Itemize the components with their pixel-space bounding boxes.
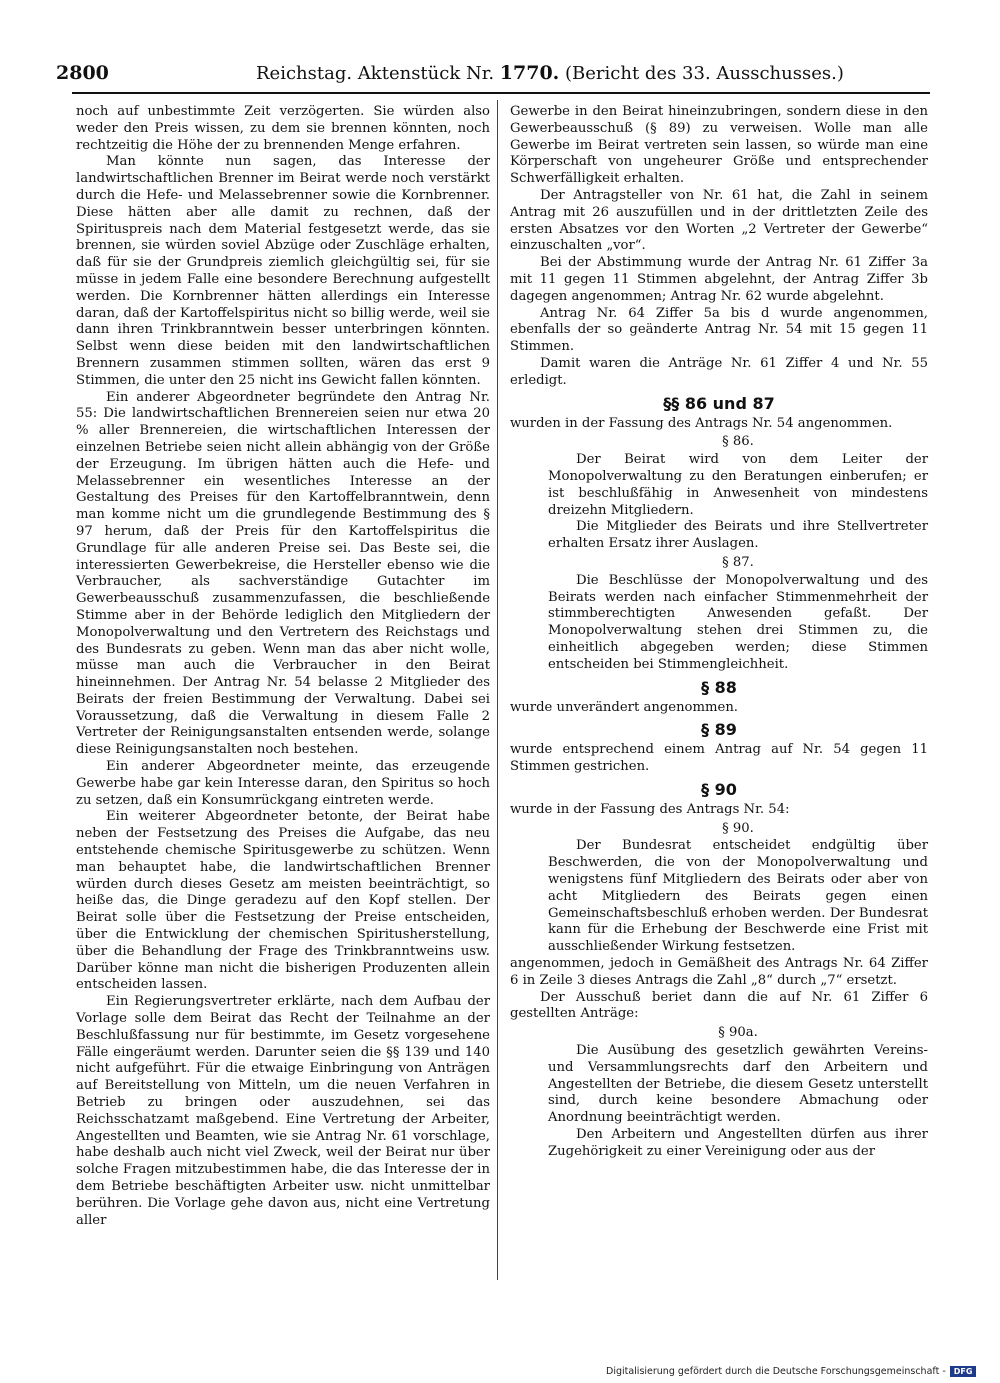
section-title: § 86. [722, 434, 754, 450]
paragraph: Damit waren die Anträge Nr. 61 Ziffer 4 und Nr. 55 erledigt. [510, 355, 928, 388]
title-part-1: Reichstag. Aktenstück Nr. [256, 63, 495, 84]
left-column [76, 104, 490, 1229]
quoted-paragraph: Den Arbeitern und Angestellten dürfen aus ihrer Zugehörigkeit zu einer Vereinigung oder aus der [548, 1127, 928, 1159]
header-rule [72, 92, 930, 94]
paragraph: Gewerbe in den Beirat hineinzubringen, sondern diese in den Gewerbeausschuß (§ 89) zu verweisen. Wolle man alle Gewerbe im Beirat vertreten sein lassen, so würde man eine Körperschaft von ungeheurer Größe und entsprechender Schwerfälligkeit erhalten. [510, 104, 928, 187]
column-divider [497, 100, 498, 1280]
paragraph: angenommen, jedoch in Gemäßheit des Antrags Nr. 64 Ziffer 6 in Zeile 3 dieses Antrags die Zahl „8“ durch „7“ ersetzt. [510, 956, 928, 988]
quoted-paragraph: Die Beschlüsse der Monopolverwaltung und des Beirats werden nach einfacher Stimmenmehrheit der stimmberechtigten Anwesenden gefaßt. Der Monopolverwaltung stehen drei Stimmen zu, die einheitlich abgegeben werden; diese Stimmen entscheiden bei Stimmengleichheit. [548, 572, 928, 672]
quoted-section-86 [548, 434, 928, 673]
section-heading-90: § 90 [701, 779, 737, 799]
quoted-paragraph: Die Mitglieder des Beirats und ihre Stellvertreter erhalten Ersatz ihrer Auslagen. [548, 519, 928, 552]
paragraph: noch auf unbestimmte Zeit verzögerten. Sie würden also weder den Preis wissen, zu dem sie brennen könnten, noch rechtzeitig die Höhe der zu brennenden Menge erfahren. [76, 104, 490, 153]
section-heading-86-87: §§ 86 und 87 [663, 393, 775, 413]
section-title: § 90a. [718, 1025, 758, 1041]
quoted-section-90 [548, 821, 928, 956]
paragraph: Ein Regierungsvertreter erklärte, nach dem Aufbau der Vorlage solle dem Beirat das Recht der Teilnahme an der Beschlußfassung nur für bestimmte, im Gesetz vorgesehene Fälle eingeräumt werden. Darunter seien die §§ 139 und 140 nicht aufgeführt. Für die etwaige Einbringung von Anträgen auf Bereitstellung von Mitteln, um die neuen Verfahren in Betrieb zu bringen oder auszudehnen, sei das Reichsschatzamt maßgebend. Eine Vertretung der Arbeiter, Angestellten und Beamten, wie sie Antrag Nr. 61 vorschlage, habe deshalb auch nicht viel Zweck, weil der Beirat nur über solche Fragen mitzubestimmen habe, die das Interesse der in dem Betriebe beschäftigten Arbeiter usw. nicht unmittelbar berühren. Die Vorlage gehe davon aus, nicht eine Vertretung aller [76, 994, 490, 1228]
quoted-paragraph: Die Ausübung des gesetzlich gewährten Vereins- und Versammlungsrechts darf den Arbeitern und Angestellten der Betriebe, die diesem Gesetz unterstellt sind, durch keine besondere Abmachung oder Anordnung beeinträchtigt werden. [548, 1043, 928, 1126]
paragraph: Ein weiterer Abgeordneter betonte, der Beirat habe neben der Festsetzung des Preises die Aufgabe, das neu entstehende chemische Spiritusgewerbe zu schützen. Wenn man behauptet habe, die landwirtschaftlichen Brenner würden durch dieses Gesetz am meisten beeinträchtigt, so heiße das, die Dinge geradezu auf den Kopf stellen. Der Beirat solle über die Festsetzung der Preise entscheiden, über die Entwicklung der chemischen Spiritusherstellung, über die Behandlung der Frage des Trinkbranntweins usw. Darüber könne man nicht die bisherigen Produzenten allein entscheiden lassen. [76, 809, 490, 993]
title-part-2: (Bericht des 33. Ausschusses.) [565, 63, 844, 84]
dfg-logo: DFG [950, 1366, 977, 1377]
page-header [56, 62, 928, 88]
footer-text: Digitalisierung gefördert durch die Deutsche Forschungsgemeinschaft - [606, 1366, 946, 1377]
quoted-paragraph: Der Bundesrat entscheidet endgültig über Beschwerden, die von der Monopolverwaltung und wenigstens fünf Mitgliedern des Beirats oder aber von acht Mitgliedern des Beirats gegen einen Gemeinschaftsbeschluß erhoben werden. Der Bundesrat kann für die Erhebung der Beschwerde eine Frist mit ausschließender Wirkung festsetzen. [548, 838, 928, 955]
paragraph: Man könnte nun sagen, das Interesse der landwirtschaftlichen Brenner im Beirat werde noch verstärkt durch die Hefe- und Melassebrenner sowie die Kornbrenner. Diese hätten aber alle damit zu rechnen, daß der Spirituspreis nach dem Material festgesetzt werde, das sie brennen, sie würden soviel Abzüge oder Zuschläge erhalten, daß für sie der Grundpreis ziemlich gleichgültig sei, für sie müsse in jedem Falle eine besondere Berechnung aufgestellt werden. Die Kornbrenner hätten allerdings ein Interesse daran, daß der Kartoffelspiritus nicht so billig werde, weil sie dann ihren Trinkbranntwein besser unterbringen könnten. Selbst wenn diese beiden mit den landwirtschaftlichen Brennern zusammen stimmen sollten, wären das erst 9 Stimmen, die unter den 25 nicht ins Gewicht fallen könnten. [76, 154, 490, 388]
paragraph: Der Ausschuß beriet dann die auf Nr. 61 Ziffer 6 gestellten Anträge: [510, 989, 928, 1022]
paragraph: wurde entsprechend einem Antrag auf Nr. 54 gegen 11 Stimmen gestrichen. [510, 742, 928, 775]
section-heading-89: § 89 [701, 720, 737, 740]
quoted-section-90a [548, 1025, 928, 1160]
quoted-paragraph: Der Beirat wird von dem Leiter der Monopolverwaltung zu den Beratungen einberufen; er ist beschlußfähig in Anwesenheit von mindestens dreizehn Mitgliedern. [548, 452, 928, 518]
section-title: § 87. [722, 554, 754, 570]
document-number: 1770. [499, 62, 560, 84]
paragraph: Ein anderer Abgeordneter meinte, das erzeugende Gewerbe habe gar kein Interesse daran, den Spiritus so hoch zu setzen, daß ein Konsumrückgang eintreten werde. [76, 759, 490, 808]
right-column [510, 104, 928, 1161]
paragraph: wurde in der Fassung des Antrags Nr. 54: [510, 801, 790, 817]
section-title: § 90. [722, 820, 754, 836]
digitization-footer [606, 1366, 976, 1377]
page-number: 2800 [56, 62, 109, 84]
paragraph: Bei der Abstimmung wurde der Antrag Nr. 61 Ziffer 3a mit 11 gegen 11 Stimmen abgelehnt, der Antrag Ziffer 3b dagegen angenommen; Antrag Nr. 62 wurde abgelehnt. [510, 255, 928, 304]
paragraph: Antrag Nr. 64 Ziffer 5a bis d wurde angenommen, ebenfalls der so geänderte Antrag Nr. 54 mit 15 gegen 11 Stimmen. [510, 305, 928, 355]
paragraph: Ein anderer Abgeordneter begründete den Antrag Nr. 55: Die landwirtschaftlichen Brennereien seien nur etwa 20 % aller Brennereien, die wirtschaftlichen Interessen der einzelnen Betriebe seien nicht allein abhängig von der Größe der Erzeugung. Im übrigen hätten auch die Hefe- und Melassebrenner ein wesentliches Interesse an der Gestaltung des Preises für den Kartoffelbranntwein, denn man komme nicht um die grundlegende Bestimmung des § 97 herum, daß der Preis für den Kartoffelspiritus die Grundlage für alle anderen Preise sei. Das Beste sei, die interessierten Gewerbekreise, die Hersteller ebenso wie die Verbraucher, als sachverständige Gutachter im Gewerbeausschuß zusammenzufassen, die beschließende Stimme aber in der Behörde lediglich den Mitgliedern der Monopolverwaltung und den Vertretern des Reichstags und des Bundesrats zu geben. Wenn man das aber nicht wolle, müsse man auch die Verbraucher in den Beirat hineinnehmen. Der Antrag Nr. 54 belasse 2 Mitglieder des Beirats der freien Bestimmung der Verwaltung. Dabei sei Voraussetzung, daß die Verwaltung in diesem Falle 2 Vertreter der Reinigungsanstalten entsenden werde, solange diese Reinigungsanstalten noch bestehen. [76, 389, 490, 758]
paragraph: Der Antragsteller von Nr. 61 hat, die Zahl in seinem Antrag mit 26 auszufüllen und in der drittletzten Zeile des ersten Absatzes vor den Worten „2 Vertreter der Gewerbe“ einzuschalten „vor“. [510, 187, 928, 254]
paragraph: wurde unverändert angenommen. [510, 699, 738, 715]
paragraph: wurden in der Fassung des Antrags Nr. 54 angenommen. [510, 415, 893, 431]
section-heading-88: § 88 [701, 677, 737, 697]
running-title [256, 62, 844, 84]
